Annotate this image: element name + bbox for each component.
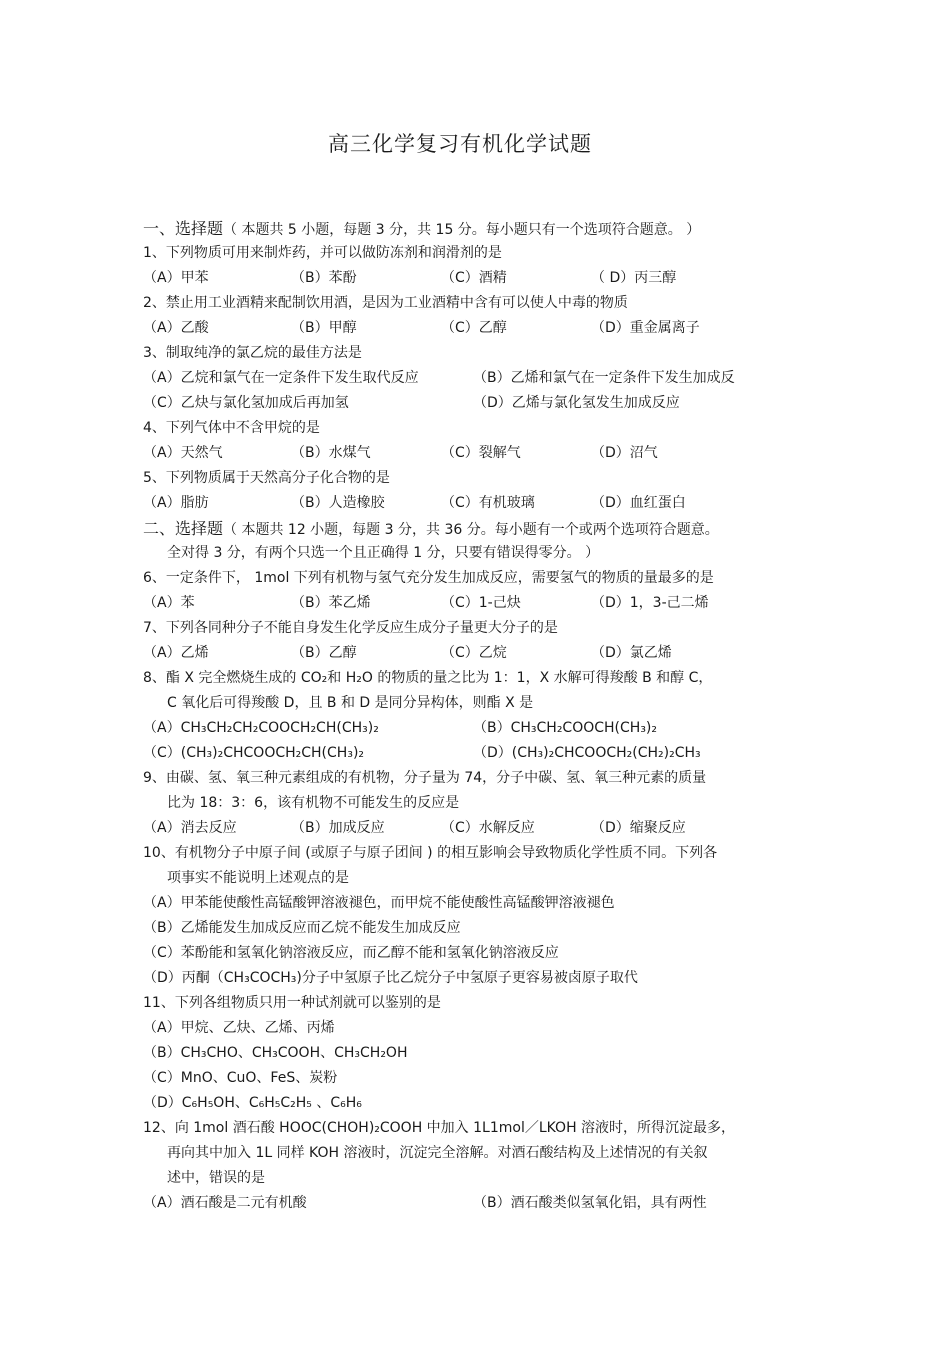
option-row <box>143 1041 803 1066</box>
answer-option: （C）乙炔与氯化氢加成后再加氢 <box>143 395 349 411</box>
question-block <box>143 241 803 291</box>
answer-option: （A）甲苯 <box>143 270 209 286</box>
question-block <box>143 991 803 1116</box>
answer-option: （ D）丙三醇 <box>591 270 677 286</box>
option-row <box>143 641 803 666</box>
answer-option: （D）沼气 <box>591 445 658 461</box>
question-list <box>143 216 803 1216</box>
option-row <box>143 266 803 291</box>
answer-option: （D）氯乙烯 <box>591 645 672 661</box>
answer-option: （A）CH₃CH₂CH₂COOCH₂CH(CH₃)₂ <box>143 720 379 736</box>
question-block <box>143 766 803 841</box>
question-block <box>143 291 803 341</box>
question-stem: 8、酯 X 完全燃烧生成的 CO₂和 H₂O 的物质的量之比为 1：1，X 水解可得羧酸 B 和醇 C， <box>143 670 713 686</box>
option-row <box>143 1191 803 1216</box>
option-row <box>143 941 803 966</box>
section-1-note: （ 本题共 5 小题，每题 3 分，共 15 分。每小题只有一个选项符合题意。 ） <box>223 222 701 238</box>
question-stem: 述中，错误的是 <box>167 1170 265 1186</box>
question-stem: 比为 18：3：6，该有机物不可能发生的反应是 <box>167 795 460 811</box>
answer-option: （D）乙烯与氯化氢发生加成反应 <box>473 395 680 411</box>
question-stem: C 氧化后可得羧酸 D，且 B 和 D 是同分异构体，则酯 X 是 <box>167 695 534 711</box>
option-row <box>143 366 803 391</box>
option-row <box>143 741 803 766</box>
question-block <box>143 416 803 466</box>
answer-option: （D）重金属离子 <box>591 320 700 336</box>
question-block <box>143 341 803 416</box>
question-stem: 12、向 1mol 酒石酸 HOOC(CHOH)₂COOH 中加入 1L1mol／LKOH 溶液时，所得沉淀最多， <box>143 1120 736 1136</box>
answer-option: （A）消去反应 <box>143 820 237 836</box>
answer-option: （B）乙烯能发生加成反应而乙烷不能发生加成反应 <box>143 920 461 936</box>
answer-option: （B）加成反应 <box>291 820 385 836</box>
section-2-heading: 二、选择题 <box>143 519 224 538</box>
answer-option: （C）水解反应 <box>441 820 535 836</box>
answer-option: （A）乙烯 <box>143 645 209 661</box>
answer-option: （A）乙酸 <box>143 320 209 336</box>
question-stem: 5、下列物质属于天然高分子化合物的是 <box>143 470 390 486</box>
answer-option: （A）苯 <box>143 595 195 611</box>
answer-option: （C）苯酚能和氢氧化钠溶液反应，而乙醇不能和氢氧化钠溶液反应 <box>143 945 559 961</box>
option-row <box>143 316 803 341</box>
answer-option: （C）乙醇 <box>441 320 507 336</box>
answer-option: （B）酒石酸类似氢氧化铝，具有两性 <box>473 1195 707 1211</box>
answer-option: （D）缩聚反应 <box>591 820 686 836</box>
answer-option: （A）甲烷、乙炔、乙烯、丙烯 <box>143 1020 335 1036</box>
question-block <box>143 566 803 616</box>
option-row <box>143 491 803 516</box>
answer-option: （B）苯乙烯 <box>291 595 371 611</box>
question-block <box>143 841 803 991</box>
answer-option: （C）(CH₃)₂CHCOOCH₂CH(CH₃)₂ <box>143 745 365 761</box>
question-stem: 再向其中加入 1L 同样 KOH 溶液时，沉淀完全溶解。对酒石酸结构及上述情况的有关叙 <box>167 1145 708 1161</box>
option-row <box>143 1091 803 1116</box>
option-row <box>143 441 803 466</box>
answer-option: （D）(CH₃)₂CHCOOCH₂(CH₂)₂CH₃ <box>473 745 701 761</box>
answer-option: （A）天然气 <box>143 445 223 461</box>
question-stem: 4、下列气体中不含甲烷的是 <box>143 420 320 436</box>
answer-option: （A）甲苯能使酸性高锰酸钾溶液褪色，而甲烷不能使酸性高锰酸钾溶液褪色 <box>143 895 615 911</box>
answer-option: （D）血红蛋白 <box>591 495 686 511</box>
answer-option: （C）1-己炔 <box>441 595 521 611</box>
option-row <box>143 716 803 741</box>
section-2-questions <box>143 566 803 1216</box>
option-row <box>143 1016 803 1041</box>
answer-option: （D）C₆H₅OH、C₆H₅C₂H₅ 、C₆H₆ <box>143 1095 362 1111</box>
section-2-header <box>143 516 803 541</box>
question-stem: 11、下列各组物质只用一种试剂就可以鉴别的是 <box>143 995 441 1011</box>
question-stem: 7、下列各同种分子不能自身发生化学反应生成分子量更大分子的是 <box>143 620 558 636</box>
answer-option: （D）1，3-己二烯 <box>591 595 709 611</box>
section-2-note-cont: 全对得 3 分，有两个只选一个且正确得 1 分，只要有错误得零分。 ） <box>167 545 600 561</box>
answer-option: （D）丙酮（CH₃COCH₃)分子中氢原子比乙烷分子中氢原子更容易被卤原子取代 <box>143 970 638 986</box>
answer-option: （B）乙烯和氯气在一定条件下发生加成反 <box>473 370 735 386</box>
question-stem: 项事实不能说明上述观点的是 <box>167 870 349 886</box>
answer-option: （B）苯酚 <box>291 270 357 286</box>
option-row <box>143 591 803 616</box>
question-stem: 3、制取纯净的氯乙烷的最佳方法是 <box>143 345 362 361</box>
answer-option: （C）裂解气 <box>441 445 521 461</box>
question-stem: 10、有机物分子中原子间 (或原子与原子团间 ) 的相互影响会导致物质化学性质不同。下列各 <box>143 845 718 861</box>
answer-option: （C）酒精 <box>441 270 507 286</box>
answer-option: （A）乙烷和氯气在一定条件下发生取代反应 <box>143 370 419 386</box>
answer-option: （B）甲醇 <box>291 320 357 336</box>
answer-option: （B）CH₃CHO、CH₃COOH、CH₃CH₂OH <box>143 1045 408 1061</box>
question-block <box>143 466 803 516</box>
question-block <box>143 616 803 666</box>
page-title: 高三化学复习有机化学试题 <box>328 132 592 156</box>
answer-option: （B）水煤气 <box>291 445 371 461</box>
answer-option: （C）MnO、CuO、FeS、炭粉 <box>143 1070 338 1086</box>
question-block <box>143 666 803 766</box>
section-1-header <box>143 216 803 241</box>
option-row <box>143 816 803 841</box>
option-row <box>143 1066 803 1091</box>
option-row <box>143 916 803 941</box>
option-row <box>143 391 803 416</box>
answer-option: （B）人造橡胶 <box>291 495 385 511</box>
question-stem: 2、禁止用工业酒精来配制饮用酒，是因为工业酒精中含有可以使人中毒的物质 <box>143 295 628 311</box>
answer-option: （A）酒石酸是二元有机酸 <box>143 1195 307 1211</box>
section-2-note: （ 本题共 12 小题，每题 3 分，共 36 分。每小题有一个或两个选项符合题意。 <box>223 522 719 538</box>
question-stem: 6、一定条件下， 1mol 下列有机物与氢气充分发生加成反应，需要氢气的物质的量最多的是 <box>143 570 714 586</box>
question-stem: 9、由碳、氢、氧三种元素组成的有机物，分子量为 74，分子中碳、氢、氧三种元素的质量 <box>143 770 707 786</box>
answer-option: （B）乙醇 <box>291 645 357 661</box>
question-stem: 1、下列物质可用来制炸药，并可以做防冻剂和润滑剂的是 <box>143 245 502 261</box>
answer-option: （A）脂肪 <box>143 495 209 511</box>
option-row <box>143 966 803 991</box>
answer-option: （B）CH₃CH₂COOCH(CH₃)₂ <box>473 720 658 736</box>
answer-option: （C）有机玻璃 <box>441 495 535 511</box>
question-block <box>143 1116 803 1216</box>
answer-option: （C）乙烷 <box>441 645 507 661</box>
option-row <box>143 891 803 916</box>
section-1-heading: 一、选择题 <box>143 219 224 238</box>
section-1-questions <box>143 241 803 516</box>
